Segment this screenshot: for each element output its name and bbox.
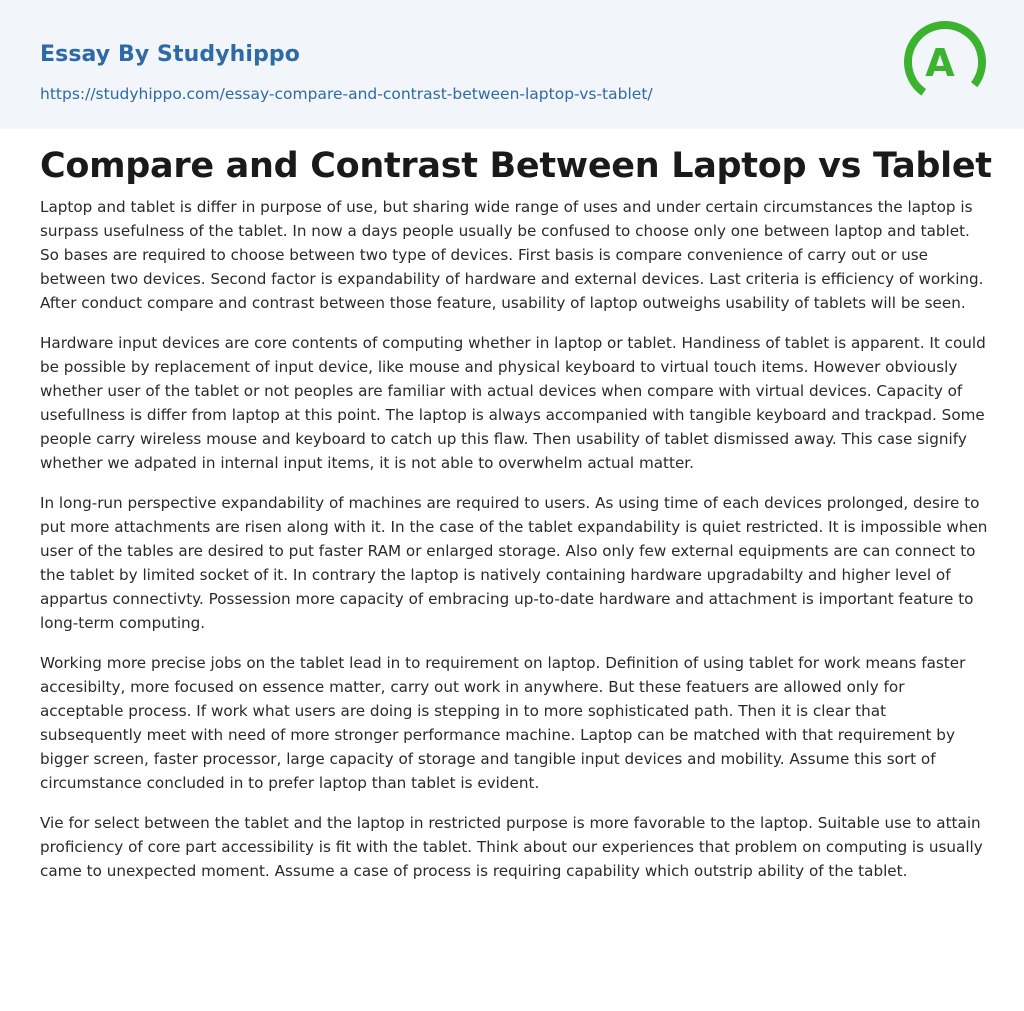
site-brand[interactable]: Essay By Studyhippo [40,42,300,67]
essay-url-link[interactable]: https://studyhippo.com/essay-compare-and-contrast-between-laptop-vs-tablet/ [40,85,653,103]
essay-title: Compare and Contrast Between Laptop vs Tablet [40,146,992,186]
studyhippo-logo-icon[interactable] [903,20,987,104]
essay-paragraph: Hardware input devices are core contents of computing whether in laptop or tablet. Handiness of tablet is apparent. It could be possible by replacement of input device, like mouse and physical keyboard to virtual touch items. However obviously whether user of the tablet or not peoples are familiar with actual devices when compare with virtual devices. Capacity of usefullness is differ from laptop at this point. The laptop is always accompanied with tangible keyboard and trackpad. Some people carry wireless mouse and keyboard to catch up this flaw. Then usability of tablet dismissed away. This case signify whether we adpated in internal input items, it is not able to overwhelm actual matter. [40,334,986,472]
essay-paragraph: Vie for select between the tablet and the laptop in restricted purpose is more favorable to the laptop. Suitable use to attain proficiency of core part accessibility is fit with the tablet. Think about our experiences that problem on computing is usually came to unexpected moment. Assume a case of process is requiring capability which outstrip ability of the tablet. [40,814,983,880]
essay-paragraph: In long-run perspective expandability of machines are required to users. As using time of each devices prolonged, desire to put more attachments are risen along with it. In the case of the tablet expandability is quiet restricted. It is impossible when user of the tables are desired to put faster RAM or enlarged storage. Also only few external equipments are can connect to the tablet by limited socket of it. In contrary the laptop is natively containing hardware upgradabilty and higher level of appartus connectivty. Possession more capacity of embracing up-to-date hardware and attachment is important feature to long-term computing. [40,494,988,632]
essay-body [40,195,988,899]
site-header [0,0,1024,129]
essay-paragraph: Laptop and tablet is differ in purpose of use, but sharing wide range of uses and under certain circumstances the laptop is surpass usefulness of the tablet. In now a days people usually be confused to choose only one between laptop and tablet. So bases are required to choose between two type of devices. First basis is compare convenience of carry out or use between two devices. Second factor is expandability of hardware and external devices. Last criteria is efficiency of working. After conduct compare and contrast between those feature, usability of laptop outweighs usability of tablets will be seen. [40,198,984,312]
logo-letter: A [925,41,955,85]
essay-paragraph: Working more precise jobs on the tablet lead in to requirement on laptop. Definition of using tablet for work means faster accesibilty, more focused on essence matter, carry out work in anywhere. But these featuers are allowed only for acceptable process. If work what users are doing is stepping in to more sophisticated path. Then it is clear that subsequently meet with need of more stronger performance machine. Laptop can be matched with that requirement by bigger screen, faster processor, large capacity of storage and tangible input devices and mobility. Assume this sort of circumstance concluded in to prefer laptop than tablet is evident. [40,654,966,792]
